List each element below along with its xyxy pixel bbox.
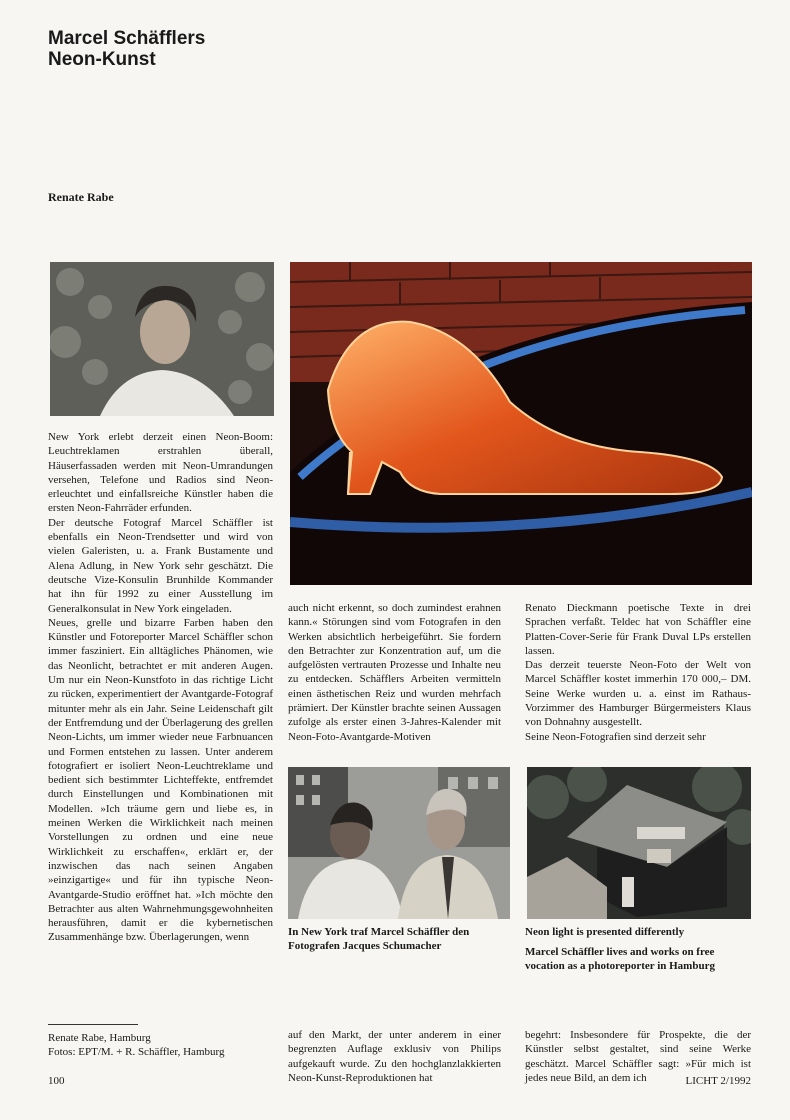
portrait-photo: [50, 262, 274, 416]
page-number: 100: [48, 1075, 65, 1087]
credit-photos: Fotos: EPT/M. + R. Schäffler, Hamburg: [48, 1046, 225, 1058]
caption-house: [525, 925, 751, 973]
credits-divider: [48, 1024, 138, 1025]
caption-new-york: In New York traf Marcel Schäffler den Fotografen Jacques Schumacher: [288, 926, 470, 952]
paragraph: Der deutsche Fotograf Marcel Schäffler ist ebenfalls ein Neon-Trendsetter und wird von vielen Galeristen, u. a. Frank Bustamente und Alena Adlung, in New York sehr geschätzt. Die deutsche Vize-Konsulin Brunhilde Kommander hat ihn für 1992 zu einer Ausstellung im Generalkonsulat in New York eingeladen.: [48, 516, 273, 615]
credit-author: Renate Rabe, Hamburg: [48, 1032, 151, 1044]
credits: [48, 1024, 224, 1059]
paragraph: Das derzeit teuerste Neon-Foto der Welt von Marcel Schäffler kostet immerhin 170 000,– DM. Seine Werke wurden u. a. einst im Rathaus-Vorzimmer des Hamburger Bürgermeisters Klaus von Dohnahny ausgestellt.: [525, 659, 751, 729]
paragraph: auch nicht erkennt, so doch zumindest erahnen kann.« Störungen sind vom Fotografen in den Werken absichtlich herbeigeführt. Sie fordern den Betrachter zur Konzentration auf, um die aufgelösten vertrauten Prozesse und Inhalte neu zu entdecken. Schäfflers Arbeiten vermitteln einen ästhetischen Reiz und wurden mehrfach prämiert. Der Künstler brachte seinen Aussagen zufolge als erster einen 3-Jahres-Kalender mit Neon-Foto-Avantgarde-Motiven: [288, 602, 501, 743]
paragraph: begehrt: Insbesondere für Prospekte, die der Künstler selbst gestaltet, sind seine Werke geschätzt. Marcel Schäffler sagt: »Für mich ist jedes neue Bild, an dem ich: [525, 1029, 751, 1084]
new-york-photo: [288, 767, 510, 919]
title-line-1: Marcel Schäfflers: [48, 28, 206, 49]
journal-issue: LICHT 2/1992: [685, 1075, 751, 1087]
caption-house-title: Neon light is presented differently: [525, 926, 685, 938]
author-byline: Renate Rabe: [48, 190, 114, 204]
article-column-3: [525, 601, 751, 744]
caption-house-subtitle: Marcel Schäffler lives and works on free vocation as a photoreporter in Hamburg: [525, 946, 715, 972]
neon-shoe-photo: [290, 262, 752, 585]
article-column-1: [48, 430, 273, 945]
article-column-2-continued: [288, 1028, 501, 1085]
paragraph: New York erlebt derzeit einen Neon-Boom: Leuchtreklamen erstrahlen überall, Häuserfassaden werden mit Neon-Umrandungen versehen, Telefone und Radios sind Neon-erleuchtet und einfallsreiche Künstler haben die ersten Neon-Fahrräder erfunden.: [48, 431, 273, 515]
paragraph: auf den Markt, der unter anderem in einer begrenzten Auflage exklusiv von Philips aufgekauft wurde. Zu den hochglanzlakkierten Neon-Kunst-Reproduktionen hat: [288, 1029, 501, 1084]
paragraph: Neues, grelle und bizarre Farben haben den Künstler und Fotoreporter Marcel Schäffler schon immer fasziniert. Ein alltägliches Phänomen, wie das Neonlicht, betrachtet er mit anderen Augen. Um nur ein Neon-Kunstfoto in das richtige Licht zu rücken, experimentiert der Avantgarde-Fotograf mitunter mehr als ein Jahr. Seine Leidenschaft gilt der Entfremdung und der Überlagerung des grellen Neon-Lichts, um immer wieder neue Farbnuancen und Formen entstehen zu lassen. Unter anderem fotografiert er isoliert Neon-Leuchtreklame und bedient sich bestimmter Lichteffekte, entfremdet durch Einstellungen und Kombinationen mit Modellen. »Ich träume gern und liebe es, in meinen Werken die Wirklichkeit nach meinen Vorstellungen zu ordnen und eine neue Wirklichkeit zu erschaffen«, erklärt er, der inzwischen das nach seinen Angaben »einzigartige« und für ihn typische Neon-Avantgarde-Studio eröffnet hat. »Ich möchte den Betrachter aus alten Wahrnehmungsgewohnheiten herausführen, damit er die kybernetischen Zusammenhänge bzw. Überlagerungen, wenn: [48, 616, 273, 944]
studio-house-photo: [527, 767, 751, 919]
paragraph: Renato Dieckmann poetische Texte in drei Sprachen verfaßt. Teldec hat von Schäffler eine Platten-Cover-Serie für Frank Duval LPs erstellen lassen.: [525, 602, 751, 657]
paragraph: Seine Neon-Fotografien sind derzeit sehr: [525, 730, 706, 743]
title-line-2: Neon-Kunst: [48, 49, 156, 70]
article-title: [48, 28, 205, 70]
article-column-2: [288, 601, 501, 744]
